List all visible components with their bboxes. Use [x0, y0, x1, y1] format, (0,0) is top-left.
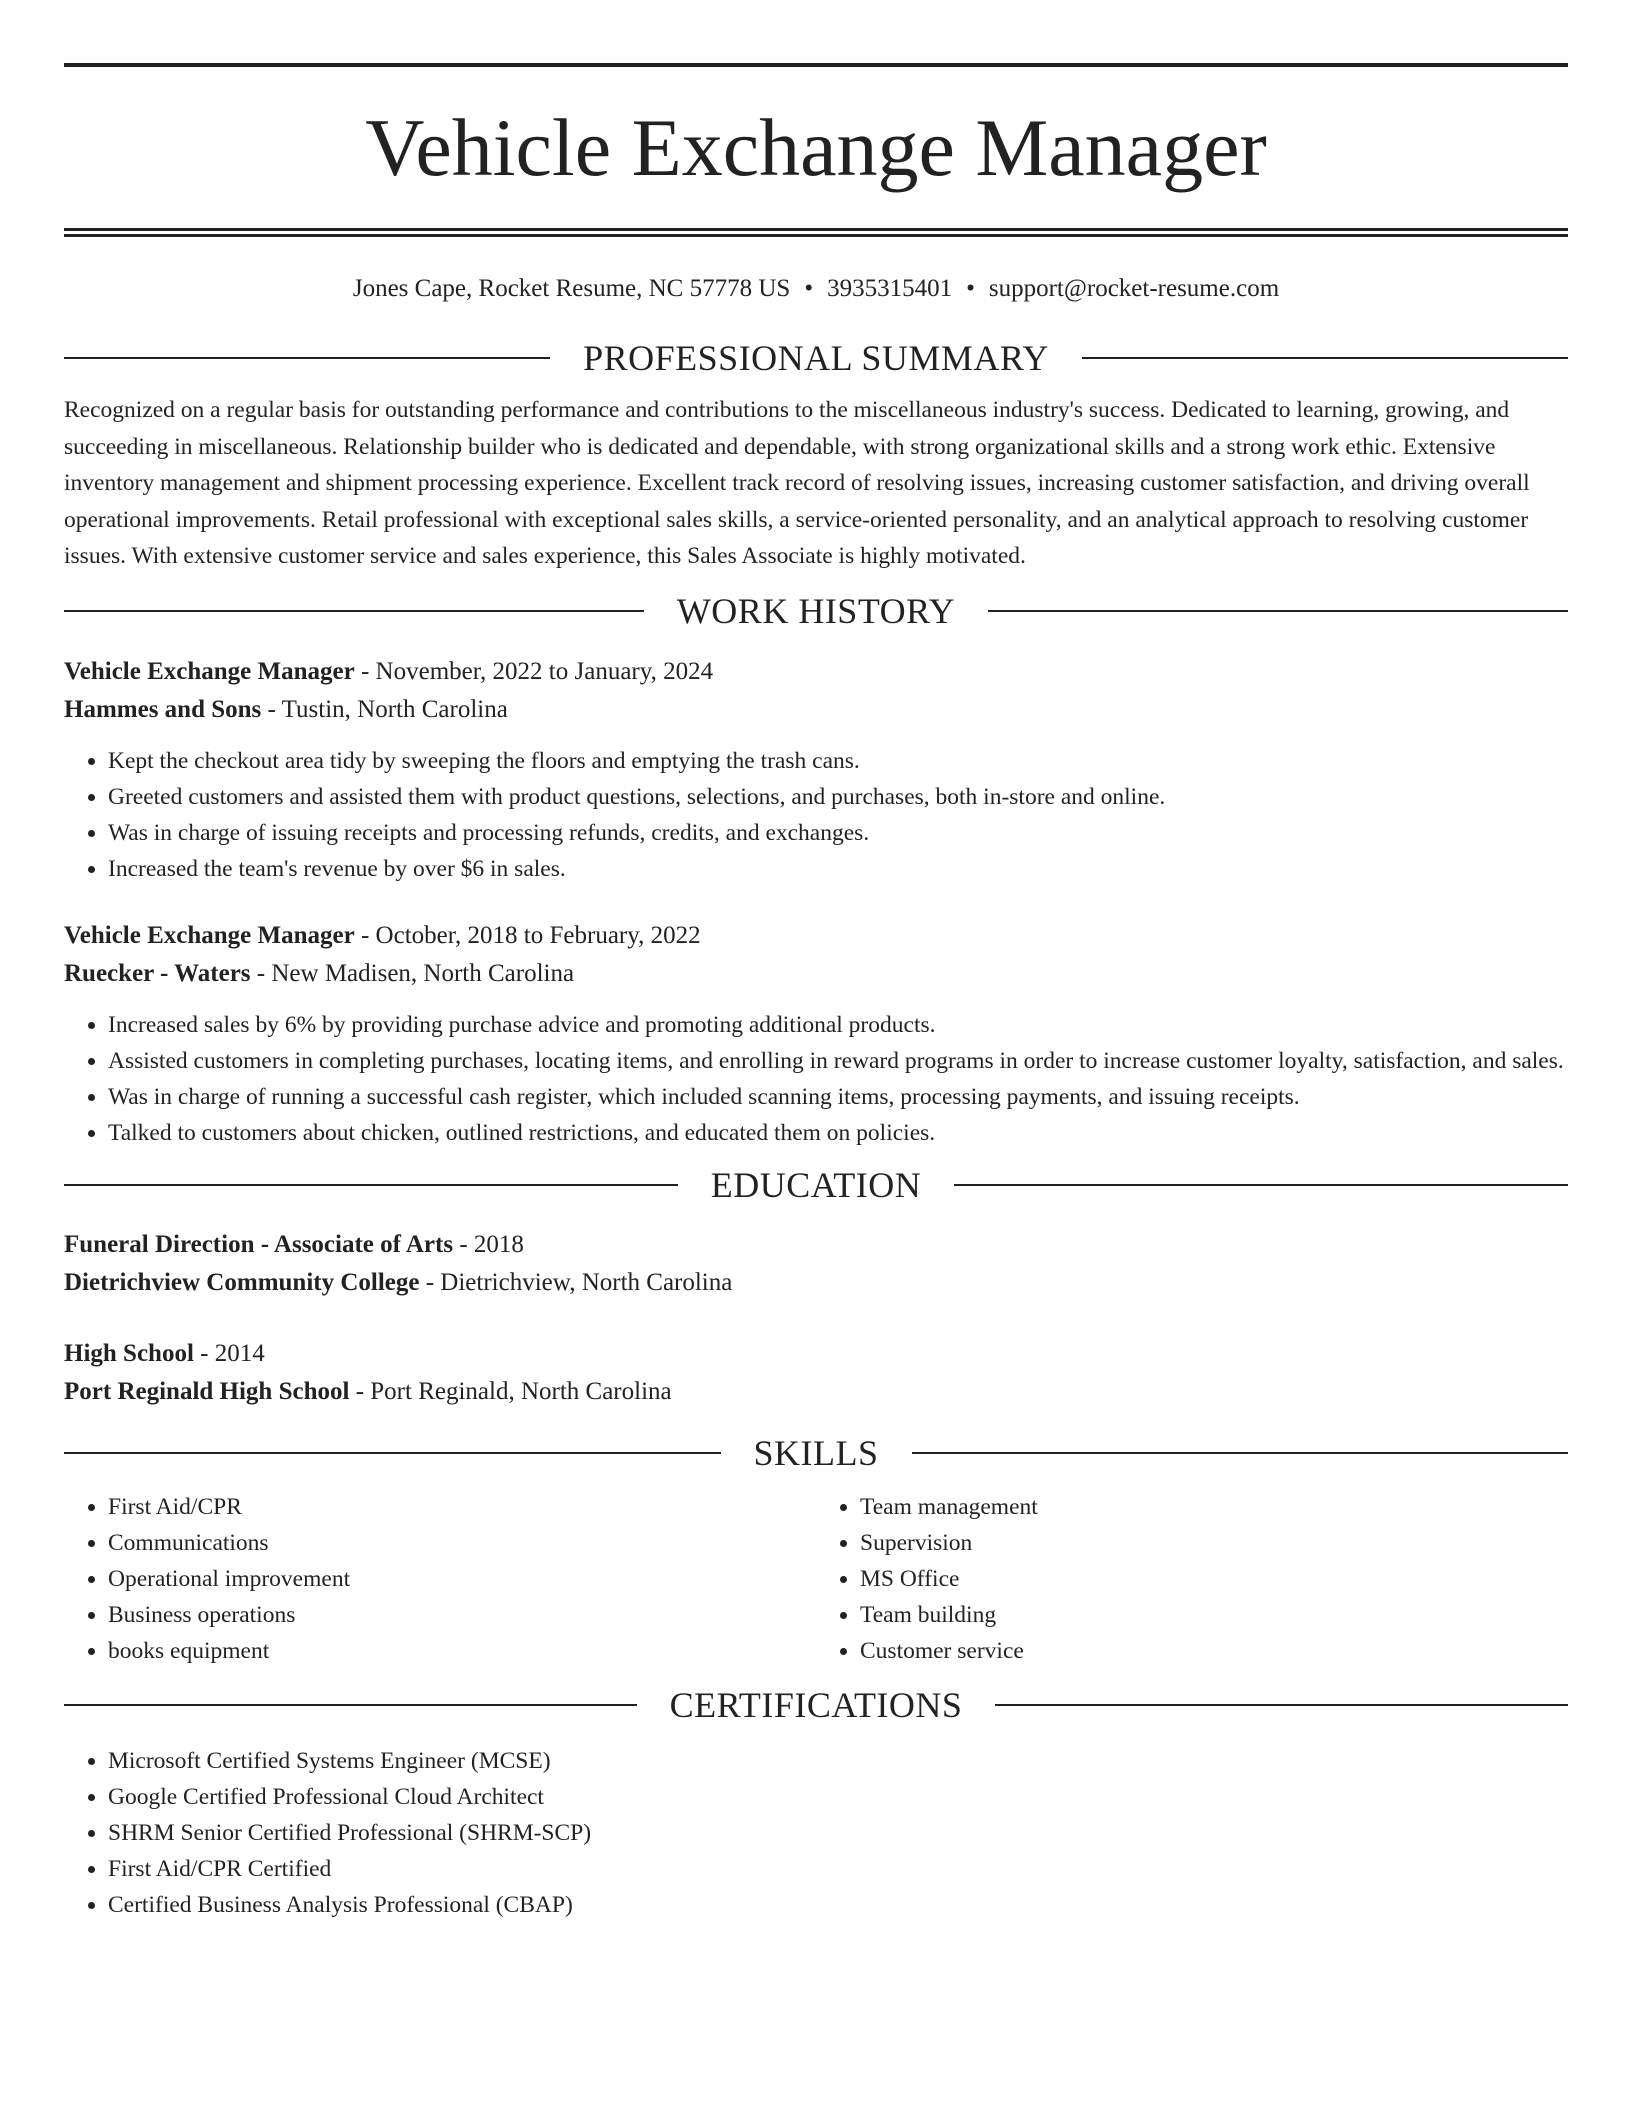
job-bullet: • Kept the checkout area tidy by sweeping the floors and emptying the trash cans.	[108, 743, 1568, 779]
school-line	[64, 1264, 1568, 1302]
heading-label: WORK HISTORY	[676, 590, 956, 631]
heading-rule	[995, 1704, 1568, 1706]
job-title: Vehicle Exchange Manager	[64, 657, 355, 685]
section-heading-work-history	[64, 589, 1568, 633]
section-heading-education	[64, 1163, 1568, 1207]
job-company-line	[64, 955, 1568, 993]
skill-item: • Supervision	[860, 1525, 1568, 1561]
heading-rule	[988, 610, 1568, 612]
heading-rule	[912, 1452, 1569, 1454]
job-bullet: • Increased the team's revenue by over $6 in sales.	[108, 851, 1568, 887]
certification-item: • Microsoft Certified Systems Engineer (MCSE)	[108, 1743, 1568, 1779]
heading-rule	[64, 1184, 678, 1186]
school-name: Port Reginald High School	[64, 1377, 350, 1405]
heading-rule	[64, 1704, 637, 1706]
certification-item: • First Aid/CPR Certified	[108, 1851, 1568, 1887]
heading-rule	[64, 1452, 721, 1454]
job-company-line	[64, 691, 1568, 729]
job-dates: - November, 2022 to January, 2024	[354, 657, 714, 685]
top-rule	[64, 63, 1568, 67]
job-entry	[64, 917, 1568, 1151]
job-bullets	[64, 1007, 1568, 1151]
job-location: - Tustin, North Carolina	[261, 695, 508, 723]
skill-item: • Customer service	[860, 1633, 1568, 1669]
skills-column-left	[64, 1489, 816, 1669]
job-title: Vehicle Exchange Manager	[64, 921, 355, 949]
certifications-list	[64, 1743, 1568, 1923]
job-company: Hammes and Sons	[64, 695, 262, 723]
skill-item: • Communications	[108, 1525, 816, 1561]
education-entry	[64, 1335, 1568, 1411]
skill-item: • MS Office	[860, 1561, 1568, 1597]
contact-phone: 3935315401	[827, 275, 953, 302]
job-entry	[64, 653, 1568, 887]
school-location: - Dietrichview, North Carolina	[419, 1268, 733, 1296]
section-heading-certifications	[64, 1683, 1568, 1727]
heading-rule	[1082, 357, 1568, 359]
skill-item: • Team building	[860, 1597, 1568, 1633]
job-title-line	[64, 653, 1568, 691]
skill-item: • Business operations	[108, 1597, 816, 1633]
heading-rule	[954, 1184, 1568, 1186]
section-heading-skills	[64, 1431, 1568, 1475]
skills-column-right	[816, 1489, 1568, 1669]
degree-year: - 2014	[193, 1339, 265, 1367]
job-title-line	[64, 917, 1568, 955]
skill-item: • First Aid/CPR	[108, 1489, 816, 1525]
job-dates: - October, 2018 to February, 2022	[354, 921, 701, 949]
degree-year: - 2018	[453, 1230, 524, 1258]
heading-label: EDUCATION	[710, 1164, 922, 1205]
degree-name: Funeral Direction - Associate of Arts	[64, 1230, 454, 1258]
degree-name: High School	[64, 1339, 194, 1367]
section-heading-summary	[64, 336, 1568, 380]
certification-item: • Certified Business Analysis Professional (CBAP)	[108, 1887, 1568, 1923]
job-bullet: • Greeted customers and assisted them with product questions, selections, and purchases, both in-store and online.	[108, 779, 1568, 815]
certification-item: • SHRM Senior Certified Professional (SHRM-SCP)	[108, 1815, 1568, 1851]
degree-line	[64, 1335, 1568, 1373]
contact-email[interactable]: support@rocket-resume.com	[988, 275, 1280, 302]
job-bullet: • Assisted customers in completing purchases, locating items, and enrolling in reward programs in order to increase customer loyalty, satisfaction, and sales.	[108, 1043, 1568, 1079]
job-company: Ruecker - Waters	[64, 959, 251, 987]
job-bullet: • Talked to customers about chicken, outlined restrictions, and educated them on policies.	[108, 1115, 1568, 1151]
skill-item: • Operational improvement	[108, 1561, 816, 1597]
job-location: - New Madisen, North Carolina	[250, 959, 575, 987]
school-line	[64, 1373, 1568, 1411]
contact-line	[64, 272, 1568, 306]
job-bullet: • Was in charge of running a successful cash register, which included scanning items, processing payments, and issuing receipts.	[108, 1079, 1568, 1115]
certification-item: • Google Certified Professional Cloud Architect	[108, 1779, 1568, 1815]
contact-separator: •	[966, 275, 975, 302]
contact-separator: •	[804, 275, 814, 302]
skill-item: • Team management	[860, 1489, 1568, 1525]
resume-page	[64, 0, 1568, 1923]
contact-address: Jones Cape, Rocket Resume, NC 57778 US	[352, 275, 791, 302]
summary-text: Recognized on a regular basis for outstanding performance and contributions to the miscellaneous industry's success. Dedicated to learning, growing, and succeeding in miscellaneous. Relationship builder who is dedicated and dependable, with strong organizational skills and a strong work ethic. Extensive inventory management and shipment processing experience. Excellent track record of resolving issues, increasing customer satisfaction, and driving overall operational improvements. Retail professional with exceptional sales skills, a service-oriented personality, and an analytical approach to resolving customer issues. With extensive customer service and sales experience, this Sales Associate is highly motivated.	[64, 397, 1530, 569]
school-location: - Port Reginald, North Carolina	[349, 1377, 672, 1405]
degree-line	[64, 1226, 1568, 1264]
resume-title: Vehicle Exchange Manager	[365, 102, 1267, 193]
job-bullet: • Was in charge of issuing receipts and processing refunds, credits, and exchanges.	[108, 815, 1568, 851]
heading-label: CERTIFICATIONS	[669, 1684, 963, 1725]
job-bullets	[64, 743, 1568, 887]
job-bullet: • Increased sales by 6% by providing purchase advice and promoting additional products.	[108, 1007, 1568, 1043]
heading-label: PROFESSIONAL SUMMARY	[583, 338, 1049, 378]
heading-rule	[64, 357, 550, 359]
title-double-rule	[64, 228, 1568, 237]
heading-label: SKILLS	[753, 1432, 879, 1473]
skills-grid	[64, 1489, 1568, 1669]
education-entry	[64, 1226, 1568, 1302]
heading-rule	[64, 610, 644, 612]
skill-item: • books equipment	[108, 1633, 816, 1669]
school-name: Dietrichview Community College	[64, 1268, 420, 1296]
